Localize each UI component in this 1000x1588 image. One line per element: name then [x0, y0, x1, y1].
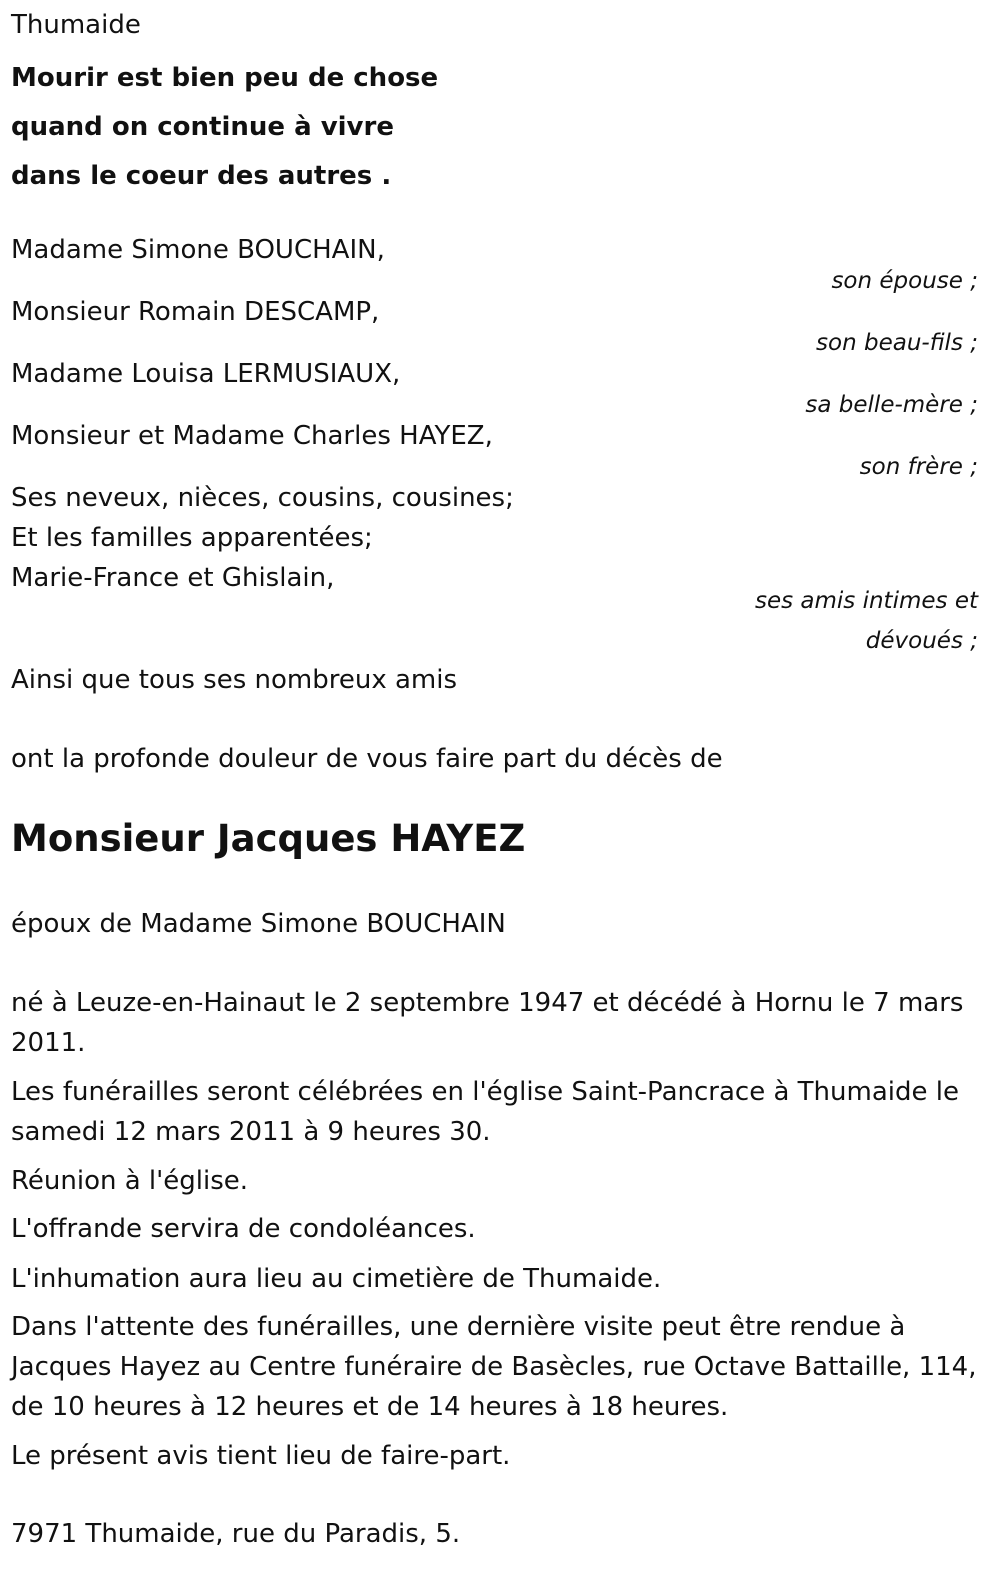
family-line: Marie-France et Ghislain,: [11, 563, 335, 593]
funeral-detail: L'offrande servira de condoléances.: [11, 1214, 476, 1244]
place-name: Thumaide: [11, 10, 141, 40]
funeral-detail: Dans l'attente des funérailles, une dernière visite peut être rendue à Jacques Hayez au Centre funéraire de Basècles, rue Octave Battaille, 114, de 10 heures à 12 heures et de 14 heures à 18 heures.: [11, 1312, 977, 1422]
birth-death: né à Leuze-en-Hainaut le 2 septembre 1947 et décédé à Hornu le 7 mars 2011.: [11, 988, 964, 1058]
friends-relation-line: ses amis intimes et: [754, 588, 978, 614]
quote-line: dans le coeur des autres .: [11, 161, 392, 191]
mourner-name: Madame Simone BOUCHAIN,: [11, 235, 385, 265]
mourner-name: Madame Louisa LERMUSIAUX,: [11, 359, 401, 389]
quote-line: quand on continue à vivre: [11, 112, 394, 142]
family-line: Ses neveux, nièces, cousins, cousines;: [11, 483, 514, 513]
deceased-spouse: époux de Madame Simone BOUCHAIN: [11, 909, 506, 939]
mourner-relation: son frère ;: [859, 454, 978, 480]
family-lines: [11, 478, 978, 598]
mourner-name: Monsieur Romain DESCAMP,: [11, 297, 380, 327]
mourner-name: Monsieur et Madame Charles HAYEZ,: [11, 421, 493, 451]
mourner-relation: sa belle-mère ;: [805, 392, 978, 418]
family-line: Et les familles apparentées;: [11, 523, 373, 553]
mourner-entry: [11, 416, 978, 478]
funeral-detail: Les funérailles seront célébrées en l'église Saint-Pancrace à Thumaide le samedi 12 mars 2011 à 9 heures 30.: [11, 1077, 959, 1147]
friends-relation: [11, 581, 978, 661]
mourner-entry: [11, 230, 978, 292]
all-friends: Ainsi que tous ses nombreux amis: [11, 665, 457, 695]
mourner-relation: son beau-fils ;: [816, 330, 978, 356]
mourner-list: [11, 230, 978, 478]
friends-relation-line: dévoués ;: [865, 628, 978, 654]
funeral-detail: Réunion à l'église.: [11, 1166, 249, 1196]
family-address: 7971 Thumaide, rue du Paradis, 5.: [11, 1519, 461, 1549]
quote-line: Mourir est bien peu de chose: [11, 63, 439, 93]
funeral-detail: Le présent avis tient lieu de faire-part.: [11, 1441, 511, 1471]
quote: [11, 54, 438, 201]
funeral-detail: L'inhumation aura lieu au cimetière de Thumaide.: [11, 1264, 662, 1294]
deceased-name: Monsieur Jacques HAYEZ: [11, 817, 526, 860]
mourner-entry: [11, 354, 978, 416]
mourner-entry: [11, 292, 978, 354]
mourner-relation: son épouse ;: [831, 268, 978, 294]
announcement: ont la profonde douleur de vous faire part du décès de: [11, 744, 723, 774]
